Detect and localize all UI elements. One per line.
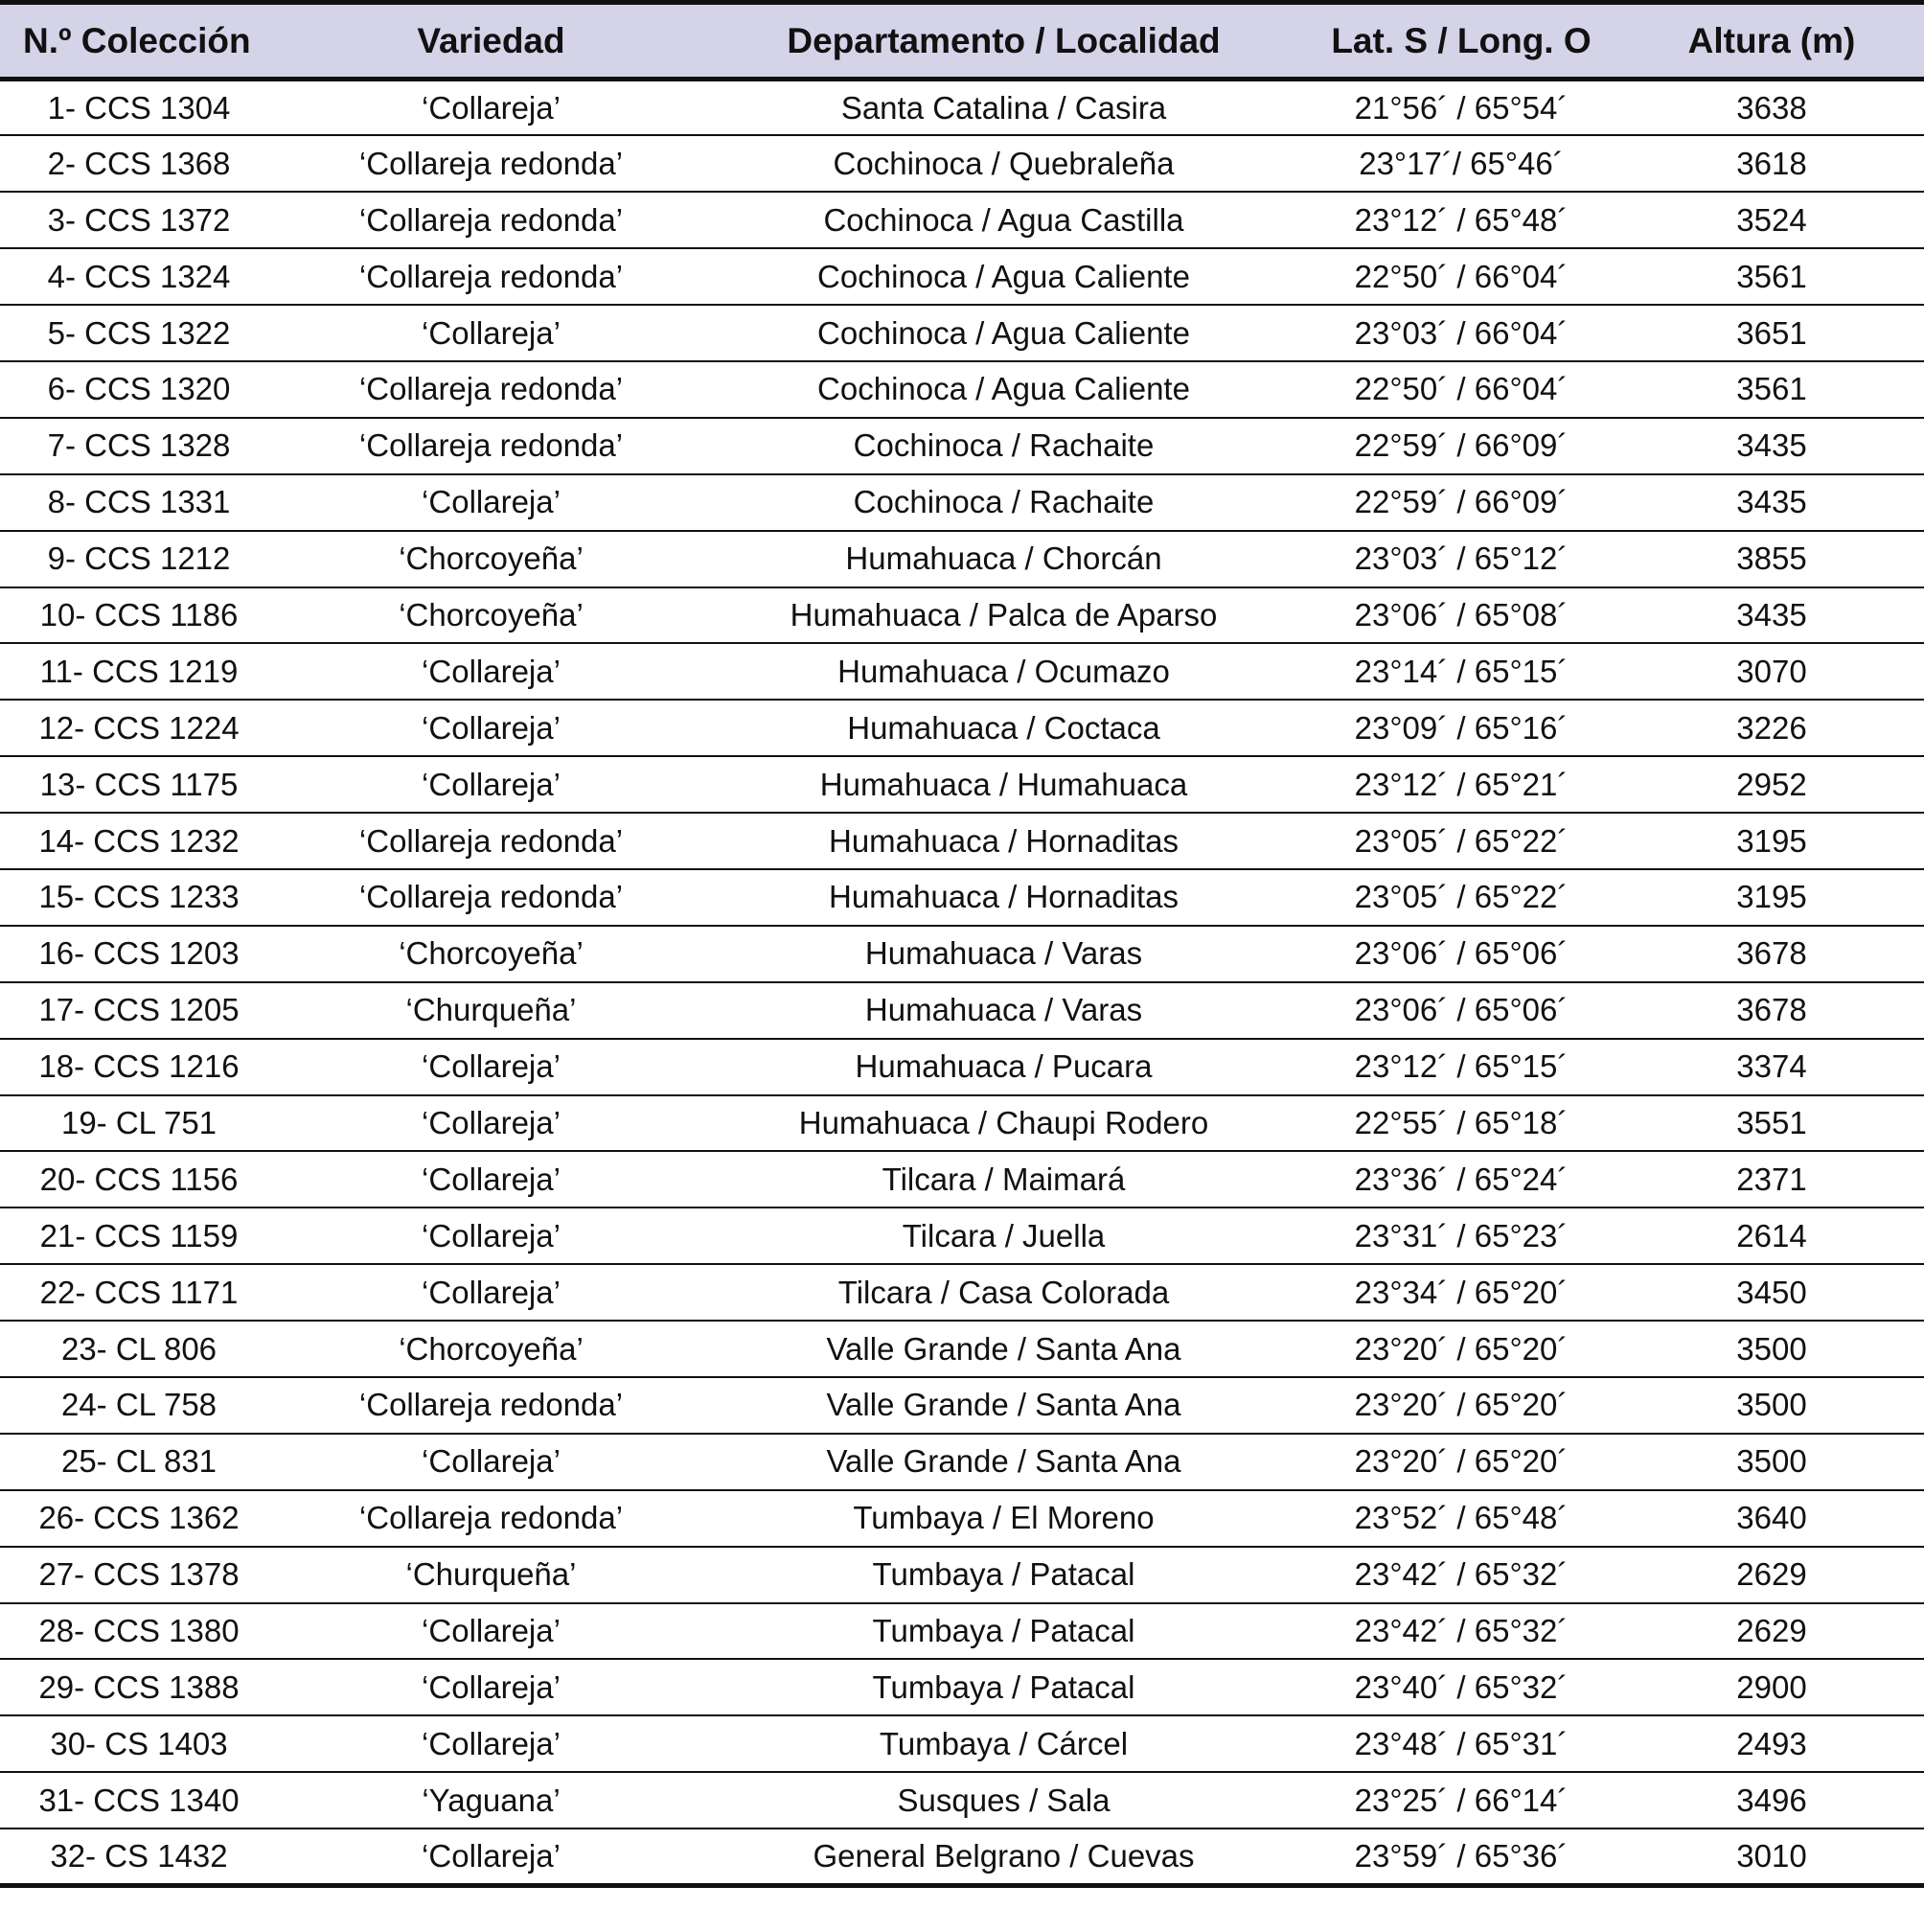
table-row [0, 305, 1924, 361]
cell-coleccion: 24- CL 758 [0, 1377, 278, 1434]
cell-coleccion: 17- CCS 1205 [0, 982, 278, 1039]
cell-coleccion: 28- CCS 1380 [0, 1603, 278, 1660]
cell-coleccion: 9- CCS 1212 [0, 531, 278, 587]
cell-departamento-localidad: Humahuaca / Pucara [704, 1039, 1303, 1095]
table-row [0, 1151, 1924, 1208]
cell-variedad: ‘Collareja’ [278, 1828, 704, 1885]
cell-variedad: ‘Collareja’ [278, 643, 704, 700]
table-header [0, 3, 1924, 80]
table-row [0, 1715, 1924, 1772]
table-row [0, 1039, 1924, 1095]
cell-coleccion: 29- CCS 1388 [0, 1659, 278, 1715]
table-body [0, 80, 1924, 1886]
table-row [0, 982, 1924, 1039]
cell-departamento-localidad: Tumbaya / Patacal [704, 1603, 1303, 1660]
cell-lat-long: 23°12´ / 65°21´ [1303, 756, 1619, 813]
cell-altura: 3618 [1619, 135, 1924, 192]
cell-variedad: ‘Collareja’ [278, 1659, 704, 1715]
cell-variedad: ‘Collareja’ [278, 1151, 704, 1208]
cell-coleccion: 8- CCS 1331 [0, 474, 278, 531]
table-row [0, 1208, 1924, 1264]
cell-variedad: ‘Yaguana’ [278, 1772, 704, 1828]
table-row [0, 587, 1924, 644]
cell-variedad: ‘Collareja’ [278, 1434, 704, 1490]
cell-variedad: ‘Collareja redonda’ [278, 813, 704, 869]
cell-coleccion: 32- CS 1432 [0, 1828, 278, 1885]
cell-altura: 3435 [1619, 418, 1924, 474]
cell-lat-long: 23°42´ / 65°32´ [1303, 1603, 1619, 1660]
cell-departamento-localidad: Santa Catalina / Casira [704, 80, 1303, 136]
table-row [0, 1547, 1924, 1603]
cell-variedad: ‘Collareja’ [278, 305, 704, 361]
cell-coleccion: 25- CL 831 [0, 1434, 278, 1490]
cell-coleccion: 2- CCS 1368 [0, 135, 278, 192]
cell-altura: 3010 [1619, 1828, 1924, 1885]
cell-variedad: ‘Collareja redonda’ [278, 361, 704, 418]
table-row [0, 1321, 1924, 1377]
cell-altura: 3640 [1619, 1490, 1924, 1547]
cell-lat-long: 23°59´ / 65°36´ [1303, 1828, 1619, 1885]
cell-lat-long: 23°03´ / 65°12´ [1303, 531, 1619, 587]
cell-departamento-localidad: Humahuaca / Coctaca [704, 700, 1303, 756]
cell-altura: 3561 [1619, 248, 1924, 305]
cell-variedad: ‘Collareja’ [278, 1208, 704, 1264]
cell-departamento-localidad: Humahuaca / Ocumazo [704, 643, 1303, 700]
table-row [0, 700, 1924, 756]
cell-departamento-localidad: Valle Grande / Santa Ana [704, 1434, 1303, 1490]
cell-departamento-localidad: Cochinoca / Agua Caliente [704, 361, 1303, 418]
cell-altura: 2629 [1619, 1603, 1924, 1660]
cell-variedad: ‘Collareja redonda’ [278, 418, 704, 474]
table-row [0, 248, 1924, 305]
table-row [0, 1264, 1924, 1321]
header-coleccion: N.º Colección [0, 3, 278, 80]
cell-lat-long: 23°42´ / 65°32´ [1303, 1547, 1619, 1603]
cell-variedad: ‘Chorcoyeña’ [278, 1321, 704, 1377]
cell-coleccion: 20- CCS 1156 [0, 1151, 278, 1208]
cell-departamento-localidad: Humahuaca / Varas [704, 926, 1303, 982]
table-row [0, 1377, 1924, 1434]
cell-departamento-localidad: Susques / Sala [704, 1772, 1303, 1828]
cell-altura: 2493 [1619, 1715, 1924, 1772]
cell-coleccion: 6- CCS 1320 [0, 361, 278, 418]
cell-altura: 3070 [1619, 643, 1924, 700]
cell-coleccion: 30- CS 1403 [0, 1715, 278, 1772]
cell-variedad: ‘Collareja’ [278, 756, 704, 813]
cell-lat-long: 23°09´ / 65°16´ [1303, 700, 1619, 756]
cell-departamento-localidad: Valle Grande / Santa Ana [704, 1321, 1303, 1377]
table-row [0, 135, 1924, 192]
cell-coleccion: 27- CCS 1378 [0, 1547, 278, 1603]
table-row [0, 813, 1924, 869]
cell-coleccion: 14- CCS 1232 [0, 813, 278, 869]
table-row [0, 1603, 1924, 1660]
cell-variedad: ‘Chorcoyeña’ [278, 926, 704, 982]
cell-variedad: ‘Collareja redonda’ [278, 248, 704, 305]
cell-altura: 3678 [1619, 982, 1924, 1039]
cell-coleccion: 18- CCS 1216 [0, 1039, 278, 1095]
cell-altura: 3435 [1619, 587, 1924, 644]
cell-altura: 3551 [1619, 1095, 1924, 1152]
cell-variedad: ‘Collareja redonda’ [278, 135, 704, 192]
cell-departamento-localidad: General Belgrano / Cuevas [704, 1828, 1303, 1885]
cell-lat-long: 23°20´ / 65°20´ [1303, 1377, 1619, 1434]
cell-departamento-localidad: Tilcara / Maimará [704, 1151, 1303, 1208]
cell-altura: 2900 [1619, 1659, 1924, 1715]
cell-variedad: ‘Collareja’ [278, 1264, 704, 1321]
cell-lat-long: 22°55´ / 65°18´ [1303, 1095, 1619, 1152]
table-row [0, 643, 1924, 700]
cell-altura: 3561 [1619, 361, 1924, 418]
header-row [0, 3, 1924, 80]
cell-variedad: ‘Churqueña’ [278, 1547, 704, 1603]
cell-lat-long: 23°06´ / 65°06´ [1303, 982, 1619, 1039]
cell-coleccion: 23- CL 806 [0, 1321, 278, 1377]
cell-variedad: ‘Collareja’ [278, 1039, 704, 1095]
table-row [0, 1659, 1924, 1715]
header-variedad: Variedad [278, 3, 704, 80]
cell-lat-long: 23°20´ / 65°20´ [1303, 1434, 1619, 1490]
cell-coleccion: 12- CCS 1224 [0, 700, 278, 756]
cell-lat-long: 23°40´ / 65°32´ [1303, 1659, 1619, 1715]
cell-lat-long: 23°12´ / 65°15´ [1303, 1039, 1619, 1095]
cell-altura: 3496 [1619, 1772, 1924, 1828]
cell-lat-long: 21°56´ / 65°54´ [1303, 80, 1619, 136]
table-row [0, 531, 1924, 587]
table-row [0, 80, 1924, 136]
cell-altura: 3435 [1619, 474, 1924, 531]
cell-coleccion: 16- CCS 1203 [0, 926, 278, 982]
cell-departamento-localidad: Tumbaya / El Moreno [704, 1490, 1303, 1547]
header-lat-long: Lat. S / Long. O [1303, 3, 1619, 80]
table-row [0, 418, 1924, 474]
cell-departamento-localidad: Cochinoca / Agua Castilla [704, 192, 1303, 248]
cell-lat-long: 23°34´ / 65°20´ [1303, 1264, 1619, 1321]
cell-variedad: ‘Collareja redonda’ [278, 1377, 704, 1434]
cell-departamento-localidad: Humahuaca / Chorcán [704, 531, 1303, 587]
cell-lat-long: 23°20´ / 65°20´ [1303, 1321, 1619, 1377]
cell-lat-long: 23°05´ / 65°22´ [1303, 813, 1619, 869]
cell-coleccion: 5- CCS 1322 [0, 305, 278, 361]
cell-departamento-localidad: Humahuaca / Chaupi Rodero [704, 1095, 1303, 1152]
cell-departamento-localidad: Tumbaya / Cárcel [704, 1715, 1303, 1772]
header-departamento-localidad: Departamento / Localidad [704, 3, 1303, 80]
cell-altura: 3524 [1619, 192, 1924, 248]
cell-coleccion: 3- CCS 1372 [0, 192, 278, 248]
cell-altura: 2371 [1619, 1151, 1924, 1208]
cell-departamento-localidad: Tumbaya / Patacal [704, 1659, 1303, 1715]
cell-departamento-localidad: Humahuaca / Humahuaca [704, 756, 1303, 813]
cell-lat-long: 23°25´ / 66°14´ [1303, 1772, 1619, 1828]
cell-lat-long: 23°05´ / 65°22´ [1303, 869, 1619, 926]
cell-altura: 3638 [1619, 80, 1924, 136]
cell-coleccion: 22- CCS 1171 [0, 1264, 278, 1321]
cell-coleccion: 1- CCS 1304 [0, 80, 278, 136]
cell-departamento-localidad: Cochinoca / Rachaite [704, 474, 1303, 531]
cell-variedad: ‘Churqueña’ [278, 982, 704, 1039]
cell-departamento-localidad: Cochinoca / Agua Caliente [704, 248, 1303, 305]
cell-departamento-localidad: Humahuaca / Palca de Aparso [704, 587, 1303, 644]
cell-departamento-localidad: Cochinoca / Rachaite [704, 418, 1303, 474]
table-row [0, 1490, 1924, 1547]
table-row [0, 1772, 1924, 1828]
cell-variedad: ‘Collareja’ [278, 1715, 704, 1772]
cell-coleccion: 19- CL 751 [0, 1095, 278, 1152]
cell-altura: 2629 [1619, 1547, 1924, 1603]
cell-variedad: ‘Collareja’ [278, 80, 704, 136]
cell-departamento-localidad: Valle Grande / Santa Ana [704, 1377, 1303, 1434]
cell-coleccion: 21- CCS 1159 [0, 1208, 278, 1264]
cell-coleccion: 11- CCS 1219 [0, 643, 278, 700]
cell-coleccion: 10- CCS 1186 [0, 587, 278, 644]
cell-altura: 3195 [1619, 813, 1924, 869]
cell-variedad: ‘Chorcoyeña’ [278, 531, 704, 587]
cell-lat-long: 23°31´ / 65°23´ [1303, 1208, 1619, 1264]
table-row [0, 361, 1924, 418]
table-row [0, 1828, 1924, 1885]
cell-coleccion: 13- CCS 1175 [0, 756, 278, 813]
cell-variedad: ‘Collareja’ [278, 700, 704, 756]
cell-lat-long: 22°59´ / 66°09´ [1303, 474, 1619, 531]
cell-lat-long: 23°36´ / 65°24´ [1303, 1151, 1619, 1208]
cell-altura: 3500 [1619, 1434, 1924, 1490]
cell-lat-long: 23°48´ / 65°31´ [1303, 1715, 1619, 1772]
table-row [0, 869, 1924, 926]
cell-variedad: ‘Collareja’ [278, 1603, 704, 1660]
cell-variedad: ‘Chorcoyeña’ [278, 587, 704, 644]
cell-lat-long: 23°14´ / 65°15´ [1303, 643, 1619, 700]
cell-lat-long: 22°50´ / 66°04´ [1303, 248, 1619, 305]
cell-coleccion: 7- CCS 1328 [0, 418, 278, 474]
cell-lat-long: 23°52´ / 65°48´ [1303, 1490, 1619, 1547]
cell-lat-long: 23°06´ / 65°06´ [1303, 926, 1619, 982]
cell-altura: 3226 [1619, 700, 1924, 756]
cell-lat-long: 23°17´/ 65°46´ [1303, 135, 1619, 192]
cell-lat-long: 23°03´ / 66°04´ [1303, 305, 1619, 361]
table-row [0, 756, 1924, 813]
cell-variedad: ‘Collareja’ [278, 1095, 704, 1152]
header-altura: Altura (m) [1619, 3, 1924, 80]
cell-altura: 3500 [1619, 1321, 1924, 1377]
cell-lat-long: 22°59´ / 66°09´ [1303, 418, 1619, 474]
cell-altura: 3855 [1619, 531, 1924, 587]
cell-variedad: ‘Collareja redonda’ [278, 869, 704, 926]
cell-variedad: ‘Collareja redonda’ [278, 1490, 704, 1547]
cell-coleccion: 31- CCS 1340 [0, 1772, 278, 1828]
cell-altura: 3374 [1619, 1039, 1924, 1095]
cell-departamento-localidad: Tumbaya / Patacal [704, 1547, 1303, 1603]
cell-departamento-localidad: Cochinoca / Agua Caliente [704, 305, 1303, 361]
cell-altura: 2952 [1619, 756, 1924, 813]
cell-variedad: ‘Collareja redonda’ [278, 192, 704, 248]
cell-altura: 3500 [1619, 1377, 1924, 1434]
cell-departamento-localidad: Humahuaca / Hornaditas [704, 869, 1303, 926]
cell-departamento-localidad: Tilcara / Casa Colorada [704, 1264, 1303, 1321]
cell-departamento-localidad: Cochinoca / Quebraleña [704, 135, 1303, 192]
cell-lat-long: 23°12´ / 65°48´ [1303, 192, 1619, 248]
cell-altura: 3450 [1619, 1264, 1924, 1321]
cell-departamento-localidad: Humahuaca / Varas [704, 982, 1303, 1039]
cell-coleccion: 4- CCS 1324 [0, 248, 278, 305]
cell-departamento-localidad: Humahuaca / Hornaditas [704, 813, 1303, 869]
cell-lat-long: 23°06´ / 65°08´ [1303, 587, 1619, 644]
cell-coleccion: 26- CCS 1362 [0, 1490, 278, 1547]
table-row [0, 926, 1924, 982]
cell-altura: 3678 [1619, 926, 1924, 982]
table-row [0, 192, 1924, 248]
cell-lat-long: 22°50´ / 66°04´ [1303, 361, 1619, 418]
cell-departamento-localidad: Tilcara / Juella [704, 1208, 1303, 1264]
cell-altura: 2614 [1619, 1208, 1924, 1264]
cell-altura: 3195 [1619, 869, 1924, 926]
table-row [0, 1095, 1924, 1152]
table-row [0, 474, 1924, 531]
cell-variedad: ‘Collareja’ [278, 474, 704, 531]
cell-altura: 3651 [1619, 305, 1924, 361]
cell-coleccion: 15- CCS 1233 [0, 869, 278, 926]
table-row [0, 1434, 1924, 1490]
